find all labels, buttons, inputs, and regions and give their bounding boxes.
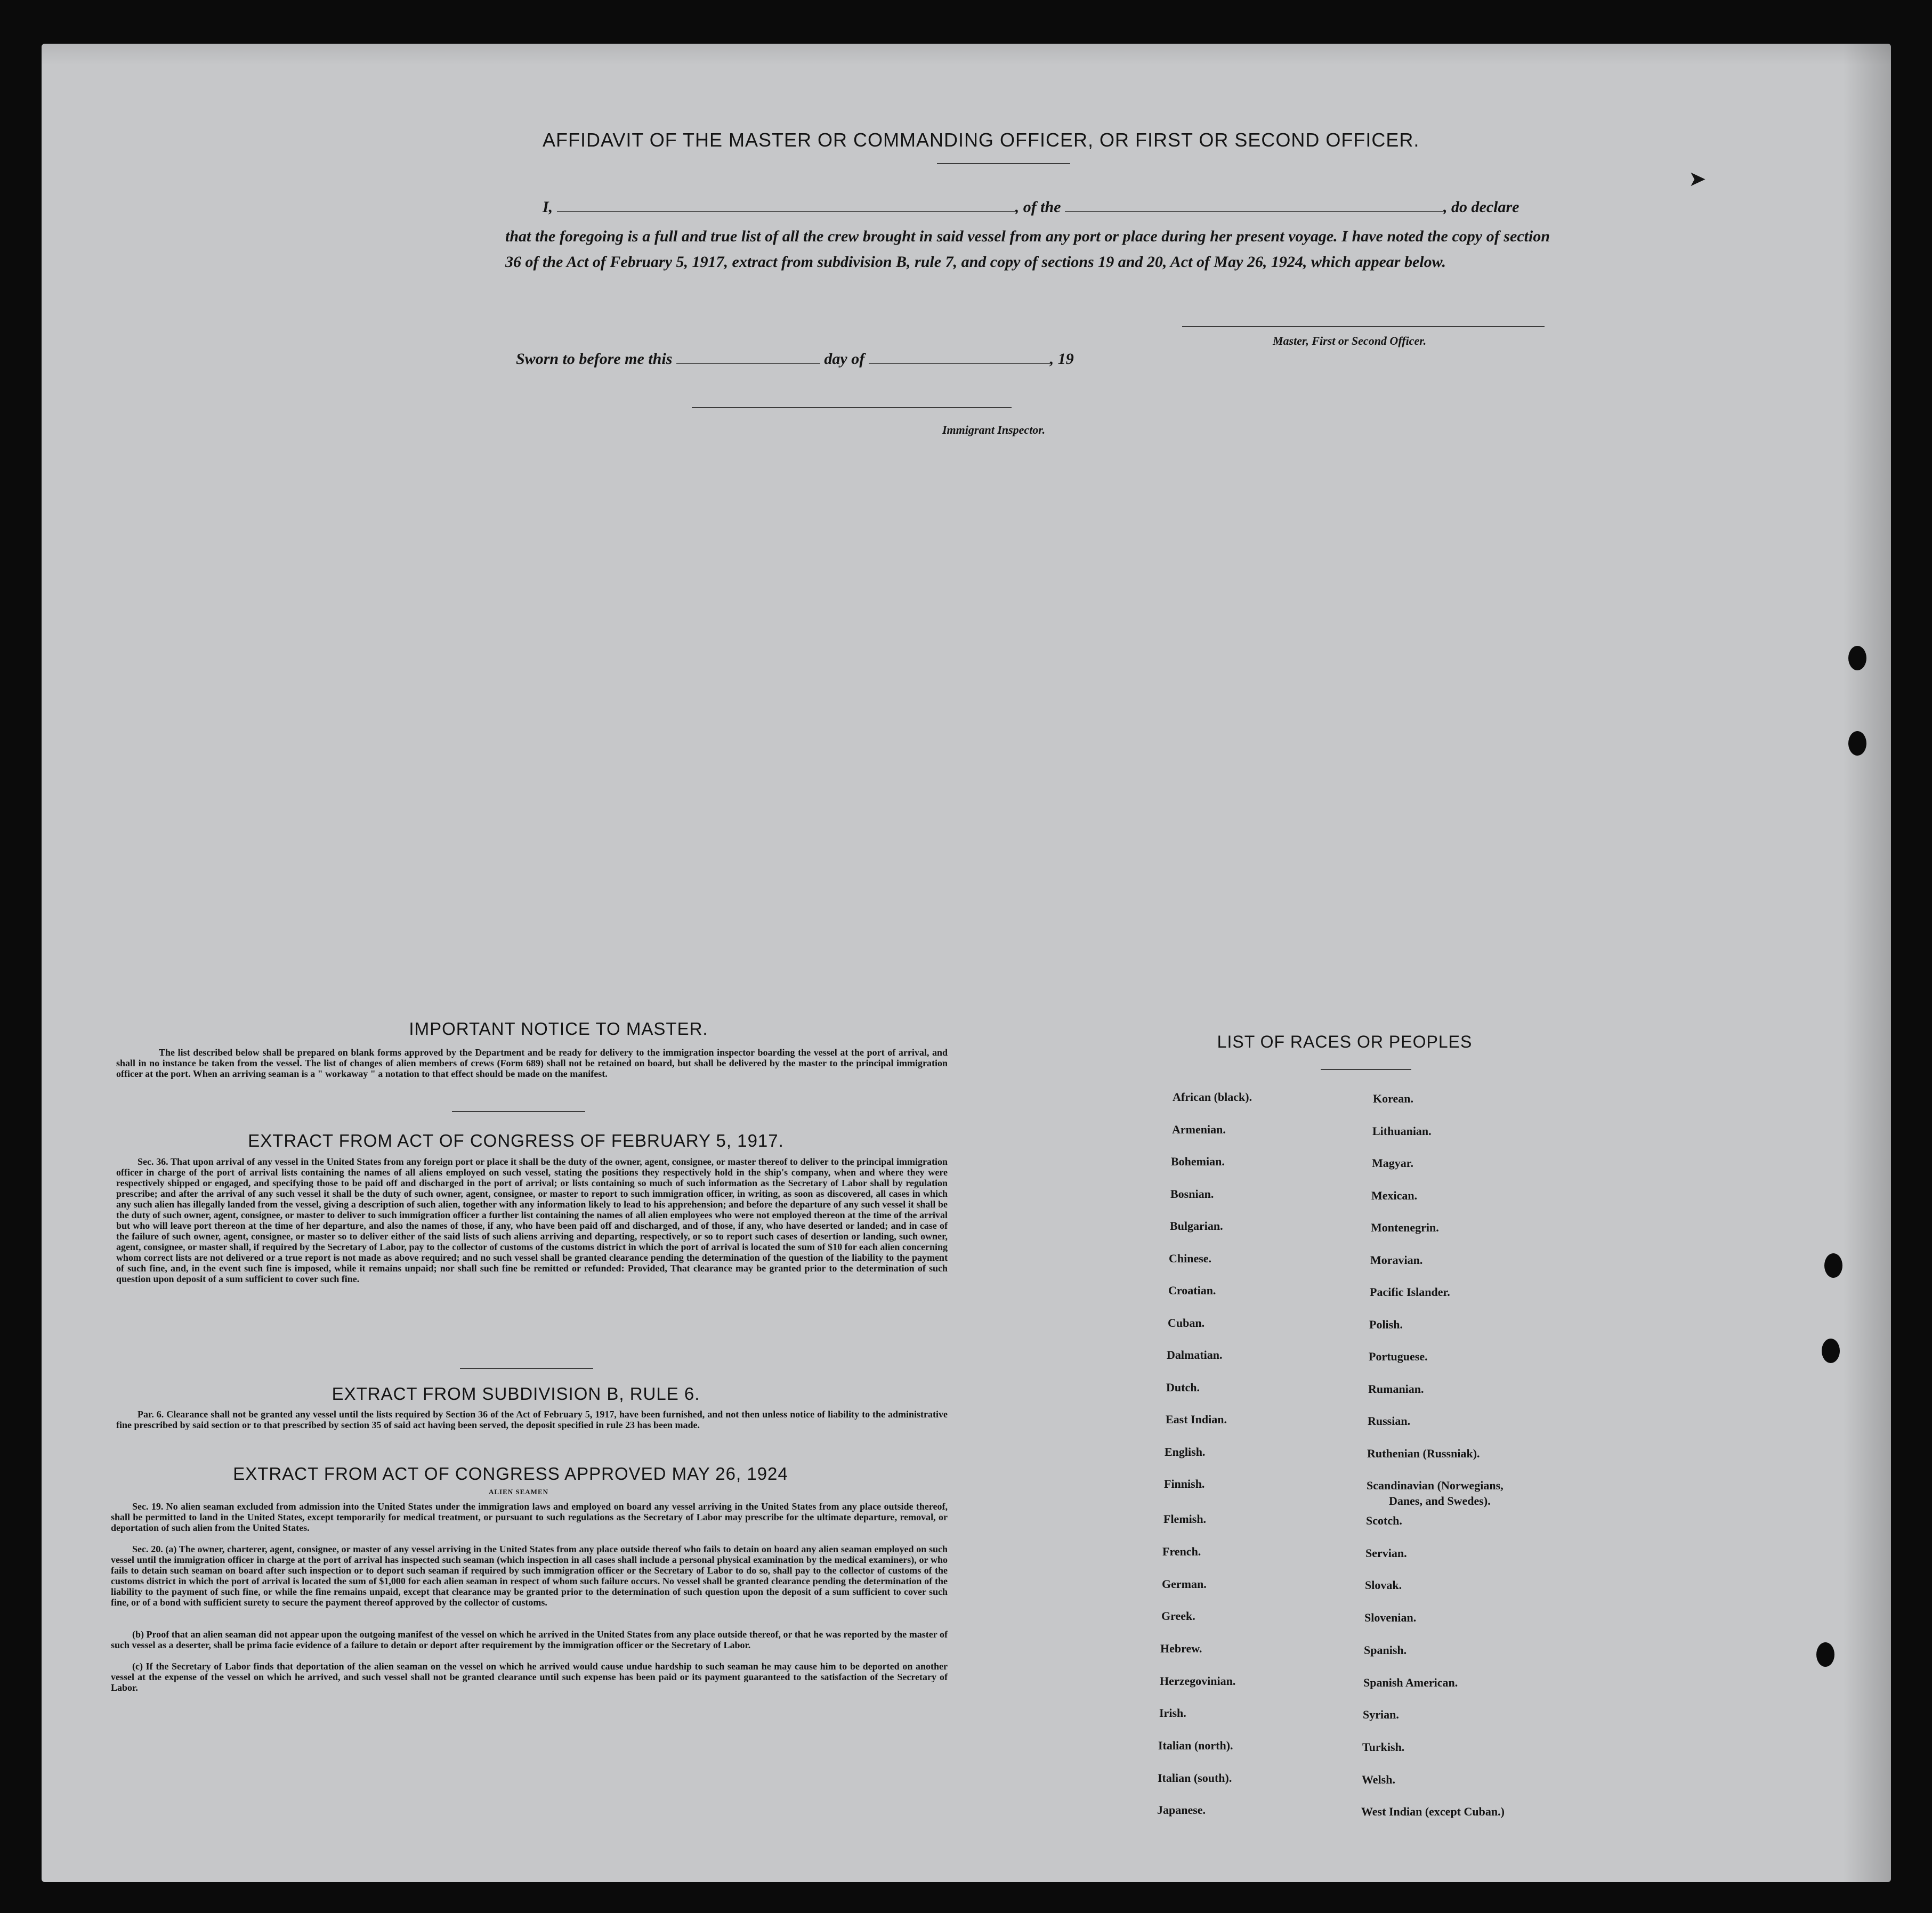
race-left-item: Bulgarian. [1170,1219,1223,1233]
race-left-item: Hebrew. [1160,1642,1202,1655]
race-left-item: Greek. [1161,1609,1195,1623]
affidavit-of-the: , of the [1015,198,1061,216]
notice-title: IMPORTANT NOTICE TO MASTER. [409,1019,708,1039]
race-left-item: Bosnian. [1170,1187,1214,1201]
race-right-item: Portuguese. [1369,1350,1428,1363]
page-shadow-right [1843,44,1891,1882]
race-right-item: Danes, and Swedes). [1389,1494,1491,1507]
race-right-item: Mexican. [1371,1189,1418,1202]
punch-hole [1822,1339,1840,1363]
extract-1924-sec20b: (b) Proof that an alien seaman did not appear upon the outgoing manifest of the vessel on which he arrived in the United States from any place outside thereof, or that he was reported by the master of such vessel as a deserter, shall be prima facie evidence of a failure to detain or deport after requirement by the immigration officer or the Secretary of Labor. [111,1629,948,1650]
extract-rule6-title: EXTRACT FROM SUBDIVISION B, RULE 6. [332,1384,700,1404]
race-right-item: Polish. [1369,1318,1403,1331]
document-page [42,44,1891,1882]
race-left-item: Herzegovinian. [1160,1674,1236,1688]
race-right-item: Slovenian. [1364,1611,1417,1624]
race-left-item: Italian (north). [1158,1739,1233,1752]
race-right-item: Welsh. [1362,1773,1395,1786]
affidavit-title-rule [937,163,1070,164]
race-left-item: East Indian. [1166,1413,1227,1426]
punch-hole [1824,1253,1842,1278]
master-signature-label: Master, First or Second Officer. [1273,334,1427,347]
inspector-label: Immigrant Inspector. [942,423,1046,436]
race-left-item: Dalmatian. [1167,1348,1223,1361]
race-right-item: Russian. [1368,1414,1411,1428]
race-left-item: Flemish. [1163,1512,1207,1526]
race-right-item: Ruthenian (Russniak). [1367,1447,1480,1460]
sworn-year-label: , 19 [1049,350,1074,368]
race-right-item: Spanish American. [1363,1676,1458,1689]
master-signature-line[interactable] [1182,326,1545,327]
races-title-rule [1321,1069,1411,1070]
race-left-item: Japanese. [1157,1803,1206,1817]
extract-1917-rule [460,1368,593,1369]
race-left-item: Chinese. [1169,1252,1212,1265]
race-left-item: Armenian. [1172,1123,1226,1136]
race-right-item: Pacific Islander. [1370,1285,1450,1299]
race-right-item: Magyar. [1372,1156,1414,1170]
race-left-item: African (black). [1173,1090,1252,1104]
race-left-item: Italian (south). [1158,1771,1232,1785]
affidavit-body: that the foregoing is a full and true list of all the crew brought in said vessel from any port or place during her present voyage. I have noted the copy of section 36 of the Act of February 5, 1917, extract from subdivision B, rule 7, and copy of sections 19 and 20, Act of May 26, 1924, which appear below. [505,228,1550,271]
race-left-item: French. [1162,1545,1201,1558]
race-right-item: West Indian (except Cuban.) [1361,1805,1505,1818]
punch-hole [1848,731,1866,756]
race-right-item: Scandinavian (Norwegians, [1367,1479,1503,1492]
extract-1924-sec19: Sec. 19. No alien seaman excluded from admission into the United States under the immigration laws and employed on board any vessel arriving in the United States from any place outside thereof, shall be permitted to land in the United States, except temporarily for medical treatment, or pursuant to such regulations as the Secretary of Labor may prescribe for the ultimate departure, removal, or deportation of such alien from the United States. [111,1501,948,1533]
affidavit-i: I, [543,198,553,216]
sworn-day-label: day of [824,350,865,368]
affidavit-title: AFFIDAVIT OF THE MASTER OR COMMANDING OFFICER, OR FIRST OR SECOND OFFICER. [543,129,1420,151]
race-right-item: Slovak. [1365,1578,1402,1592]
sworn-line [516,350,1262,368]
race-right-item: Servian. [1365,1546,1407,1560]
sworn-prefix: Sworn to before me this [516,350,673,368]
page-shadow-top [42,44,1891,65]
affidavit-line-1 [505,198,1550,216]
race-right-item: Montenegrin. [1371,1221,1439,1234]
race-right-item: Korean. [1373,1092,1413,1105]
extract-1924-subtitle: ALIEN SEAMEN [488,1488,549,1496]
extract-1917-title: EXTRACT FROM ACT OF CONGRESS OF FEBRUARY 5, 1917. [248,1131,784,1150]
notice-body: The list described below shall be prepared on blank forms approved by the Department and be ready for delivery to the immigration inspector boarding the vessel at the port of arrival, and shall in no instance be taken from the vessel. The list of changes of alien members of crews (Form 689) shall not be retained on board, but shall be delivered by the master to the principal immigration officer at the port. When an arriving seaman is a " workaway " a notation to that effect should be made on the manifest. [116,1047,948,1079]
race-right-item: Spanish. [1364,1643,1407,1657]
punch-hole [1816,1642,1834,1667]
race-left-item: German. [1162,1577,1207,1591]
race-left-item: English. [1165,1445,1206,1458]
punch-hole [1848,646,1866,670]
master-name-field[interactable] [557,211,1015,212]
race-right-item: Lithuanian. [1372,1124,1432,1138]
race-right-item: Syrian. [1363,1708,1399,1721]
vessel-name-field[interactable] [1065,211,1443,212]
race-right-item: Turkish. [1362,1740,1405,1754]
extract-1924-sec20c: (c) If the Secretary of Labor finds that deportation of the alien seaman on the vessel on which he arrived would cause undue hardship to such seaman he may cause him to be deported on another vessel at the expense of the vessel on which he arrived, and such vessel shall not be granted clearance until such expense has been paid or its payment guaranteed to the satisfaction of the Secretary of Labor. [111,1661,948,1693]
extract-1924-title: EXTRACT FROM ACT OF CONGRESS APPROVED MAY 26, 1924 [233,1464,788,1484]
race-left-item: Cuban. [1168,1316,1205,1330]
extract-1917-body: Sec. 36. That upon arrival of any vessel in the United States from any foreign port or place it shall be the duty of the owner, agent, consignee, or master thereof to deliver to the principal immigration officer in charge of the port of arrival lists containing the names of all aliens employed on such vessel, stating the positions they respectively hold in the ship's company, when and where they were respectively shipped or engaged, and specifying those to be paid off and discharged in the port of arrival; or lists containing so much of such information as the Secretary of Labor shall by regulation prescribe; and after the arrival of any such vessel it shall be the duty of such owner, agent, consignee, or master to report to such immigration officer, in writing, as soon as discovered, all cases in which any such alien has illegally landed from the vessel, giving a description of such alien, together with any information likely to lead to his apprehension; and before the departure of any such vessel it shall be the duty of such owner, agent, consignee, or master to deliver to such immigration officer a further list containing the names of all alien employees who were not employed thereon at the time of the arrival but who will leave port thereon at the time of her departure, and also the names of those, if any, who have been paid off and discharged, and of those, if any, who have deserted or landed; and in case of the failure of such owner, agent, consignee, or master so to deliver either of the said lists of such aliens arriving and departing, respectively, or so to report such cases of desertion or landing, such owner, agent, consignee, or master shall, if required by the Secretary of Labor, pay to the collector of customs of the customs district in which the port of arrival is located the sum of $10 for each alien concerning whom correct lists are not delivered or a true report is not made as above required; and no such vessel shall be granted clearance pending the determination of the question of the liability to the payment of such fine, and, in the event such fine is imposed, while it remains unpaid; nor shall such fine be remitted or refunded: Provided, That clearance may be granted prior to the determination of such question upon deposit of a sum sufficient to cover such fine. [116,1156,948,1284]
race-right-item: Moravian. [1370,1253,1423,1267]
extract-rule6-body: Par. 6. Clearance shall not be granted any vessel until the lists required by Section 36 of the Act of February 5, 1917, have been furnished, and not then unless notice of liability to the administrative fine prescribed by said section or to that prescribed by section 35 of said act having been served, the deposit specified in rule 23 has been made. [116,1409,948,1430]
race-left-item: Bohemian. [1171,1155,1225,1168]
race-left-item: Croatian. [1168,1284,1216,1297]
ink-mark-icon: ➤ [1688,167,1707,191]
race-right-item: Scotch. [1366,1514,1402,1527]
extract-1924-sec20a: Sec. 20. (a) The owner, charterer, agent, consignee, or master of any vessel arriving in the United States from any place outside thereof who fails to detain on board any alien seaman employed on such vessel until the immigration officer in charge at the port of arrival has inspected such seaman (which inspection in all cases shall include a personal physical examination by the medical examiners), or who fails to detain such seaman on board after such inspection or to deport such seaman if required by such immigration officer or the Secretary of Labor to do so, shall pay to the collector of customs of the customs district in which the port of arrival is located the sum of $1,000 for each alien seaman in respect of whom such failure occurs. No vessel shall be granted clearance pending the determination of the liability to the payment of such fine, or while the fine remains unpaid, except that clearance may be granted prior to the determination of such question upon the deposit of a sum sufficient to cover such fine, or of a bond with sufficient surety to secure the payment thereof approved by the collector of customs. [111,1544,948,1608]
race-right-item: Rumanian. [1368,1382,1424,1396]
race-left-item: Finnish. [1164,1477,1205,1490]
sworn-month-field[interactable] [869,363,1050,364]
race-left-item: Irish. [1159,1706,1186,1720]
inspector-signature-line[interactable] [692,407,1012,408]
sworn-day-field[interactable] [676,363,820,364]
races-title: LIST OF RACES OR PEOPLES [1217,1032,1473,1051]
race-left-item: Dutch. [1166,1381,1200,1394]
affidavit-declare: , do declare [1443,198,1519,216]
notice-rule [452,1111,585,1112]
